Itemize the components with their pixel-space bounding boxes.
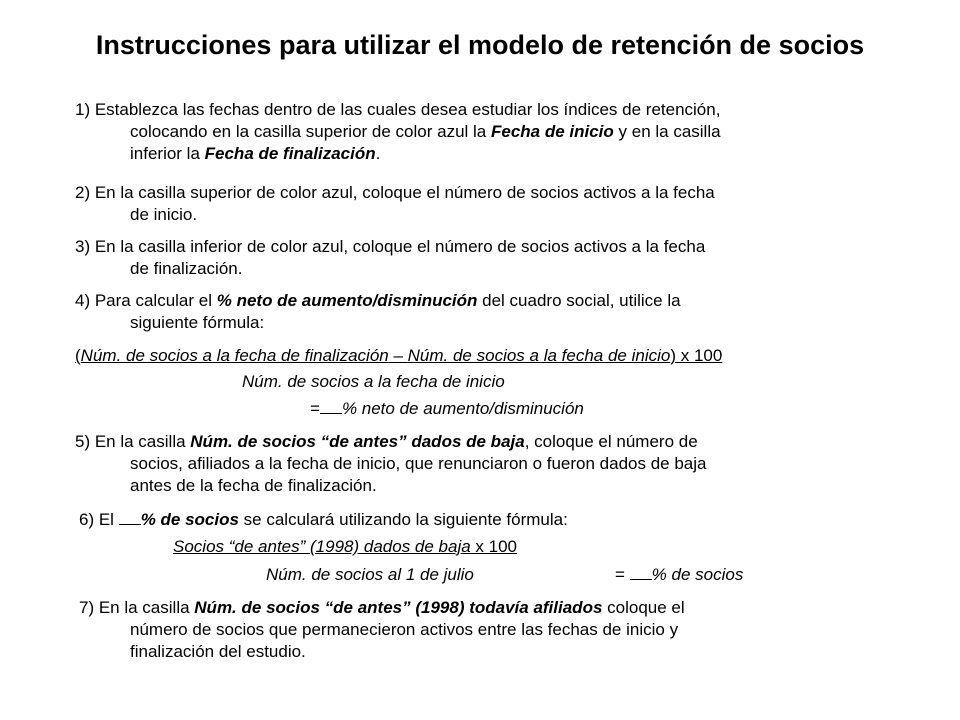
step-5-line-3: antes de la fecha de finalización. xyxy=(130,476,377,495)
formula-2-numerator xyxy=(173,536,517,558)
socios-todavia-afiliados-label: Núm. de socios “de antes” (1998) todavía afiliados xyxy=(194,598,603,617)
step-1-text: inferior la xyxy=(130,144,205,163)
fecha-de-finalizacion-label: Fecha de finalización xyxy=(204,144,376,163)
step-5-line-2: socios, afiliados a la fecha de inicio, que renunciaron o fueron dados de baja xyxy=(130,454,707,473)
step-5-text: , coloque el número de xyxy=(524,432,698,451)
step-4-text: 4) Para calcular el xyxy=(75,291,217,310)
step-1-line-1: 1) Establezca las fechas dentro de las cuales desea estudiar los índices de retención, xyxy=(75,100,721,119)
step-3-line-1: 3) En la casilla inferior de color azul, coloque el número de socios activos a la fecha xyxy=(75,237,706,256)
step-7-text: 7) En la casilla xyxy=(79,598,195,617)
socios-de-antes-dados-de-baja-label: Núm. de socios “de antes” dados de baja xyxy=(190,432,525,451)
formula-2-denominator: Núm. de socios al 1 de julio xyxy=(266,565,474,584)
neto-label: % neto de aumento/disminución xyxy=(216,291,478,310)
formula-2-text: Socios “de antes” (1998) dados de baja xyxy=(173,537,471,556)
step-1-text: y en la casilla xyxy=(613,122,721,141)
formula-1-blank xyxy=(320,399,342,414)
fecha-de-inicio-label: Fecha de inicio xyxy=(490,122,614,141)
step-6-blank xyxy=(119,510,141,525)
step-2 xyxy=(75,182,895,226)
step-7-line-2: número de socios que permanecieron activos entre las fechas de inicio y xyxy=(130,620,679,639)
formula-1-text: – xyxy=(388,346,408,365)
step-6 xyxy=(79,509,899,531)
step-1-text: colocando en la casilla superior de color azul la xyxy=(130,122,491,141)
step-4 xyxy=(75,290,895,334)
formula-2-blank xyxy=(630,565,652,580)
step-5 xyxy=(75,431,895,497)
formula-2-text: x 100 xyxy=(470,537,518,556)
formula-1-text: ) x 100 xyxy=(670,346,723,365)
step-1 xyxy=(75,99,895,165)
step-1-line-3 xyxy=(75,143,895,165)
formula-1-text: Núm. de socios a la fecha de finalización xyxy=(80,346,389,365)
formula-1-text: = xyxy=(310,399,320,418)
step-6-text: 6) El xyxy=(79,510,119,529)
pct-de-socios-label: % de socios xyxy=(140,510,239,529)
step-6-text: se calculará utilizando la siguiente fórmula: xyxy=(238,510,568,529)
step-4-line-2: siguiente fórmula: xyxy=(130,313,265,332)
formula-2-result xyxy=(615,564,743,586)
formula-1-numerator xyxy=(75,345,722,367)
formula-1-denominator: Núm. de socios a la fecha de inicio xyxy=(242,372,505,391)
formula-1-text: ( xyxy=(75,346,81,365)
formula-2-text: = xyxy=(615,565,630,584)
step-7 xyxy=(79,597,899,663)
formula-1-result xyxy=(310,398,584,420)
step-2-line-2: de inicio. xyxy=(130,205,198,224)
step-7-text: coloque el xyxy=(602,598,685,617)
step-4-text: del cuadro social, utilice la xyxy=(477,291,681,310)
step-7-line-3: finalización del estudio. xyxy=(130,642,306,661)
step-5-text: 5) En la casilla xyxy=(75,432,191,451)
step-3-line-2: de finalización. xyxy=(130,259,243,278)
formula-1-text: Núm. de socios a la fecha de inicio xyxy=(407,346,671,365)
step-1-line-2 xyxy=(75,121,895,143)
step-3 xyxy=(75,236,895,280)
step-2-line-1: 2) En la casilla superior de color azul, coloque el número de socios activos a la fecha xyxy=(75,183,715,202)
step-1-text: . xyxy=(375,144,381,163)
page-title: Instrucciones para utilizar el modelo de retención de socios xyxy=(95,30,865,60)
formula-2-text: % de socios xyxy=(651,565,744,584)
formula-1-text: % neto de aumento/disminución xyxy=(341,399,584,418)
